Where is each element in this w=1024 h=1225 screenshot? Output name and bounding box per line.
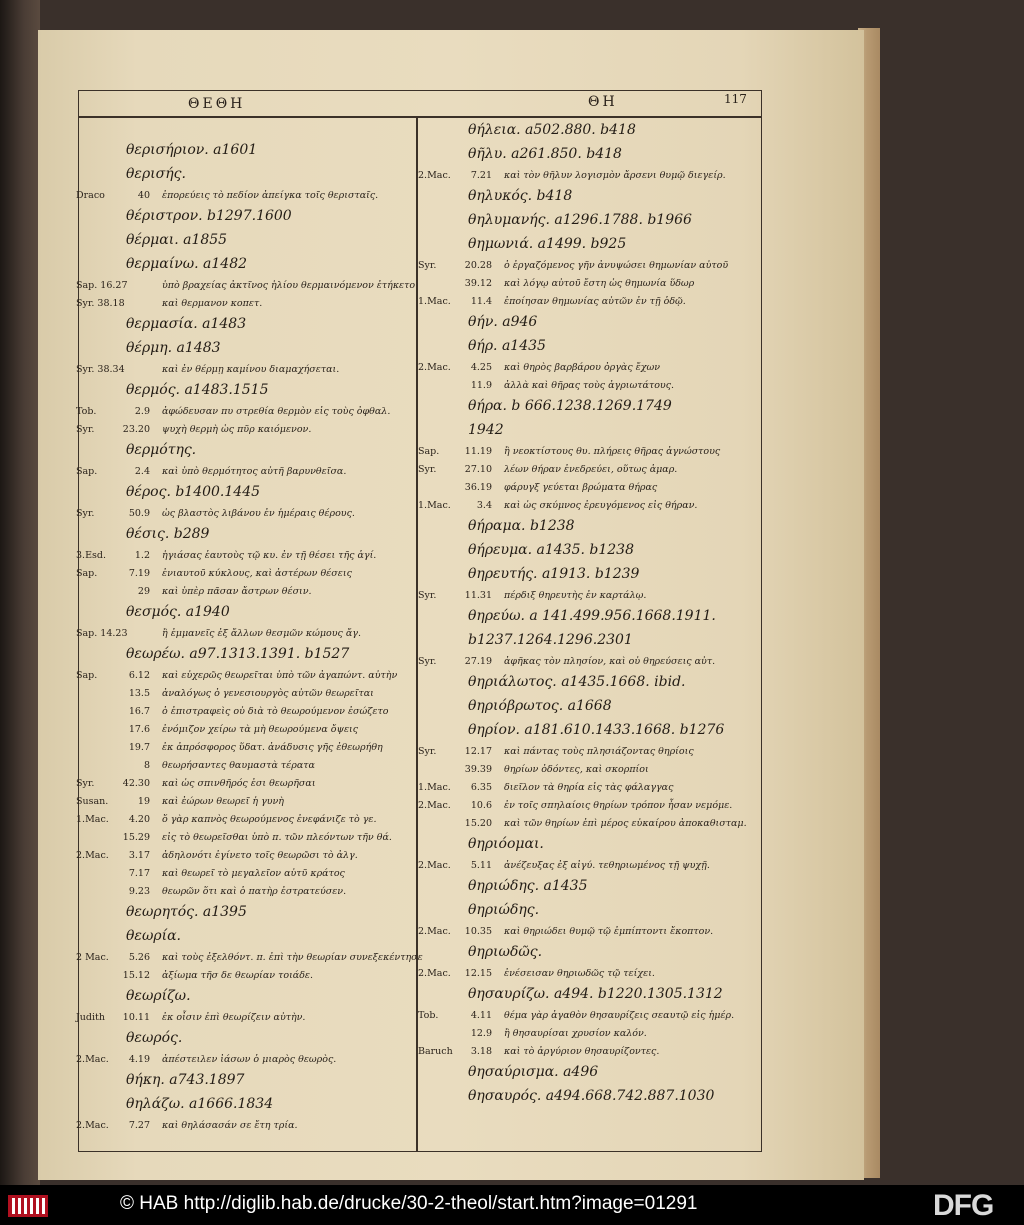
citation-verse: 29: [137, 586, 150, 597]
citation-verse: 39.39: [464, 764, 492, 775]
citation-row: [418, 968, 758, 986]
lemma-text: θημωνιά. a1499. b925: [468, 236, 627, 252]
dfg-logo: DFG: [933, 1189, 994, 1222]
citation-row: [76, 952, 423, 970]
citation-quote: καὶ τὸ ἀργύριον θησαυρίζοντες.: [504, 1046, 660, 1057]
citation-row: [418, 926, 758, 944]
citation-verse: 36.19: [464, 482, 492, 493]
citation-row: [418, 260, 758, 278]
running-head-right: ΘΗ: [588, 94, 618, 110]
citation-book: 2.Mac.: [418, 170, 451, 181]
lemma-heading: [76, 442, 412, 466]
lemma-heading: [76, 208, 412, 232]
lemma-heading: [418, 674, 758, 698]
running-head-left: ΘΕΘΗ: [188, 96, 246, 112]
citation-row: [76, 364, 412, 382]
lemma-heading: [418, 122, 758, 146]
citation-verse: 13.5: [128, 688, 150, 699]
lemma-heading: [418, 1088, 758, 1112]
citation-row: [76, 190, 412, 208]
lemma-text: θηλυμανής. a1296.1788. b1966: [468, 212, 692, 228]
lemma-text: θησαυρός. a494.668.742.887.1030: [468, 1088, 715, 1104]
citation-book: Syr.: [76, 508, 95, 519]
citation-row: [76, 868, 412, 886]
citation-row: [76, 298, 412, 316]
citation-quote: ὡς βλαστὸς λιβάνου ἐν ἡμέραις θέρους.: [162, 508, 355, 519]
citation-quote: ἐνόμιζον χείρω τὰ μὴ θεωρούμενα ὄψεις: [162, 724, 359, 735]
citation-verse: 2.9: [134, 406, 150, 417]
citation-verse: 3.17: [128, 850, 150, 861]
citation-verse: 12.9: [470, 1028, 492, 1039]
citation-verse: 7.17: [128, 868, 150, 879]
lemma-text: θεσμός. a1940: [126, 604, 230, 620]
lemma-text: θηριόομαι.: [468, 836, 544, 852]
citation-quote: ὁ ἐργαζόμενος γῆν ἀνυψώσει θημωνίαν αὐτοῦ: [504, 260, 729, 271]
lemma-text: θεωρίζω.: [126, 988, 191, 1004]
citation-verse: 5.26: [128, 952, 150, 963]
citation-quote: ἐπορεύεις τὸ πεδίον ἀπείγκα τοῖς θερισταῖς.: [162, 190, 379, 201]
citation-book: Tob.: [418, 1010, 439, 1021]
citation-verse: 15.29: [122, 832, 150, 843]
citation-verse: 3.4: [476, 500, 492, 511]
citation-book: Syr.: [76, 778, 95, 789]
lemma-heading: [418, 836, 758, 860]
citation-row: [418, 482, 758, 500]
lemma-text: θερμασία. a1483: [126, 316, 247, 332]
citation-row: [76, 628, 412, 646]
citation-row: [76, 550, 412, 568]
citation-row: [76, 724, 412, 742]
citation-verse: 5.11: [470, 860, 492, 871]
lemma-text: θερμότης.: [126, 442, 197, 458]
lemma-text: θῆλυ. a261.850. b418: [468, 146, 622, 162]
citation-book: 2.Mac.: [418, 926, 451, 937]
lemma-heading: [76, 256, 412, 280]
lemma-text: θηρίον. a181.610.1433.1668. b1276: [468, 722, 725, 738]
citation-row: [418, 464, 758, 482]
lemma-text: θηριώδης.: [468, 902, 540, 918]
citation-verse: 6.12: [128, 670, 150, 681]
lemma-text: θησαυρίζω. a494. b1220.1305.1312: [468, 986, 723, 1002]
citation-row: [76, 886, 412, 904]
lemma-text: θέρμη. a1483: [126, 340, 221, 356]
citation-row: [76, 280, 416, 298]
citation-verse: 17.6: [128, 724, 150, 735]
citation-book: 2.Mac.: [418, 362, 451, 373]
citation-quote: καὶ ἑώρων θεωρεῖ ἡ γυνὴ: [162, 796, 284, 807]
lemma-text: θήρ. a1435: [468, 338, 546, 354]
lemma-heading: [76, 382, 412, 406]
citation-quote: καὶ ὡς σκύμνος ἐρευγόμενος εἰς θήραν.: [504, 500, 698, 511]
lemma-heading: [418, 542, 758, 566]
citation-book: Syr. 38.34: [76, 364, 125, 375]
citation-book: 2.Mac.: [418, 968, 451, 979]
citation-quote: ἀπέστειλεν ἰάσων ὁ μιαρὸς θεωρὸς.: [162, 1054, 337, 1065]
lemma-text: θησαύρισμα. a496: [468, 1064, 599, 1080]
citation-book: 3.Esd.: [76, 550, 106, 561]
citation-book: Sap. 14.23: [76, 628, 128, 639]
lemma-text: θεωρητός. a1395: [126, 904, 247, 920]
citation-verse: 23.20: [122, 424, 150, 435]
citation-book: Judith: [76, 1012, 105, 1023]
citation-quote: καὶ θηλάσασάν σε ἔτη τρία.: [162, 1120, 298, 1131]
citation-quote: καὶ πάντας τοὺς πλησιάζοντας θηρίοις: [504, 746, 694, 757]
citation-quote: ἀδηλονότι ἐγίνετο τοῖς θεωρῶσι τὸ ἀλγ.: [162, 850, 358, 861]
citation-quote: ἢ θησαυρίσαι χρυσίον καλόν.: [504, 1028, 647, 1039]
citation-book: Sap.: [76, 568, 98, 579]
lemma-heading: [76, 232, 412, 256]
citation-quote: καὶ τὸν θῆλυν λογισμὸν ἄρσενι θυμῷ διεγείρ.: [504, 170, 726, 181]
lemma-heading: [418, 188, 758, 212]
citation-row: [418, 296, 758, 314]
citation-verse: 2.4: [134, 466, 150, 477]
lemma-text: θηριάλωτος. a1435.1668. ibid.: [468, 674, 686, 690]
citation-quote: καὶ ὑπὸ θερμότητος αὐτῆ βαρυνθεῖσα.: [162, 466, 347, 477]
citation-book: 1.Mac.: [76, 814, 109, 825]
lemma-heading: [418, 398, 758, 422]
lemma-text: θέρος. b1400.1445: [126, 484, 261, 500]
citation-quote: καὶ ὑπὲρ πᾶσαν ἄστρων θέσιν.: [162, 586, 312, 597]
citation-quote: πέρδιξ θηρευτὴς ἐν καρτάλῳ.: [504, 590, 647, 601]
lemma-heading: [418, 722, 758, 746]
citation-row: [418, 656, 758, 674]
lemma-text: θεωρία.: [126, 928, 181, 944]
citation-quote: ἐκ οἶσιν ἐπὶ θεωρίζειν αὐτὴν.: [162, 1012, 306, 1023]
lemma-text: θεωρός.: [126, 1030, 183, 1046]
citation-quote: θηρίων ὀδόντες, καὶ σκορπίοι: [504, 764, 649, 775]
citation-quote: φάρυγξ γεύεται βρώματα θήρας: [504, 482, 658, 493]
citation-verse: 4.25: [470, 362, 492, 373]
lemma-text: θερισής.: [126, 166, 186, 182]
citation-verse: 40: [137, 190, 150, 201]
lemma-heading: [76, 1096, 412, 1120]
citation-quote: ἀφώδευσαν πυ στρεθία θερμὸν εἰς τοὺς ὀφθαλ.: [162, 406, 391, 417]
citation-quote: ἡγιάσας ἑαυτοὺς τῷ κυ. ἐν τῇ θέσει τῆς ἁγί.: [162, 550, 377, 561]
citation-verse: 11.19: [464, 446, 492, 457]
lemma-heading: [418, 566, 758, 590]
lemma-text: θηριώδης. a1435: [468, 878, 588, 894]
book-page: [38, 30, 864, 1180]
citation-quote: ἢ ἐμμανεῖς ἐξ ἄλλων θεσμῶν κώμους ἄγ.: [162, 628, 361, 639]
citation-book: Susan.: [76, 796, 109, 807]
citation-row: [418, 818, 758, 836]
lemma-heading: [76, 142, 412, 166]
citation-quote: καὶ θηριώδει θυμῷ τῷ ἐμπίπτοντι ἔκοπτον.: [504, 926, 714, 937]
lemma-text: θηρεύω. a 141.499.956.1668.1911.: [468, 608, 716, 624]
citation-row: [418, 170, 758, 188]
citation-quote: διεῖλον τὰ θηρία εἰς τὰς φάλαγγας: [504, 782, 674, 793]
citation-row: [76, 586, 412, 604]
citation-row: [418, 278, 758, 296]
lemma-text: θηριόβρωτος. a1668: [468, 698, 612, 714]
lemma-heading: [76, 340, 412, 364]
citation-verse: 16.7: [128, 706, 150, 717]
citation-quote: ἐκ ἀπρόσφορος ὕδατ. ἀνάδυσις γῆς ἐθεωρήθη: [162, 742, 383, 753]
citation-book: 1.Mac.: [418, 296, 451, 307]
lemma-heading: [418, 212, 758, 236]
lemma-heading: [418, 902, 758, 926]
citation-row: [76, 778, 412, 796]
citation-quote: ἀναλόγως ὁ γενεσιουργὸς αὐτῶν θεωρεῖται: [162, 688, 374, 699]
citation-quote: ὁ ἐπιστραφεὶς οὐ διὰ τὸ θεωρούμενον ἐσώζετο: [162, 706, 389, 717]
citation-quote: ἐν τοῖς σπηλαίοις θηρίων τρόπον ἦσαν νεμόμε.: [504, 800, 733, 811]
lemma-heading: [418, 632, 758, 656]
citation-quote: ὅ γὰρ καπνὸς θεωρούμενος ἐνεφάνιζε τὸ γε.: [162, 814, 377, 825]
lemma-text: 1942: [468, 422, 504, 438]
citation-verse: 27.19: [464, 656, 492, 667]
citation-book: Syr.: [418, 656, 437, 667]
citation-book: Syr.: [76, 424, 95, 435]
lemma-heading: [418, 518, 758, 542]
citation-verse: 12.15: [464, 968, 492, 979]
citation-book: 2.Mac.: [76, 850, 109, 861]
citation-quote: καὶ ὡς σπινθῆρός ἐσι θεωρῆσαι: [162, 778, 316, 789]
lemma-heading: [76, 526, 412, 550]
lemma-heading: [76, 316, 412, 340]
citation-verse: 4.20: [128, 814, 150, 825]
citation-verse: 20.28: [464, 260, 492, 271]
lemma-heading: [76, 604, 412, 628]
citation-book: Syr. 38.18: [76, 298, 125, 309]
citation-row: [76, 796, 412, 814]
citation-verse: 11.9: [470, 380, 492, 391]
citation-book: 2.Mac.: [76, 1054, 109, 1065]
lemma-text: θέσις. b289: [126, 526, 210, 542]
citation-quote: ἀξίωμα τῆσ δε θεωρίαν τοιάδε.: [162, 970, 314, 981]
citation-row: [418, 860, 758, 878]
lemma-text: θήν. a946: [468, 314, 538, 330]
citation-row: [76, 832, 412, 850]
copyright-link[interactable]: © HAB http://diglib.hab.de/drucke/30-2-theol/start.htm?image=01291: [120, 1193, 698, 1214]
lemma-text: θηλυκός. b418: [468, 188, 573, 204]
right-column: [418, 122, 758, 1112]
citation-verse: 50.9: [128, 508, 150, 519]
citation-row: [418, 380, 758, 398]
lemma-text: θηλάζω. a1666.1834: [126, 1096, 274, 1112]
citation-quote: ἐνέσεισαν θηριωδῶς τῷ τείχει.: [504, 968, 655, 979]
citation-book: Syr.: [418, 590, 437, 601]
lemma-heading: [418, 986, 758, 1010]
citation-verse: 12.17: [464, 746, 492, 757]
lemma-heading: [76, 988, 412, 1012]
citation-book: Syr.: [418, 746, 437, 757]
citation-verse: 11.4: [470, 296, 492, 307]
citation-quote: λέων θήραν ἐνεδρεύει, οὕτως ἁμαρ.: [504, 464, 678, 475]
lemma-text: θερμαίνω. a1482: [126, 256, 248, 272]
citation-verse: 4.19: [128, 1054, 150, 1065]
book-gutter-shadow: [0, 0, 40, 1185]
citation-quote: ὑπὸ βραχείας ἀκτῖνος ἡλίου θερμαινόμενον ἐτήκετο: [162, 280, 416, 291]
citation-quote: καὶ ἐν θέρμῃ καμίνου διαμαχήσεται.: [162, 364, 340, 375]
citation-row: [418, 500, 758, 518]
citation-quote: ἀφῆκας τὸν πλησίον, καὶ οὐ θηρεύσεις αὐτ.: [504, 656, 716, 667]
citation-book: 2.Mac.: [418, 800, 451, 811]
hab-logo-icon: [8, 1195, 48, 1217]
citation-verse: 39.12: [464, 278, 492, 289]
citation-book: 1.Mac.: [418, 782, 451, 793]
header-rule: [78, 116, 762, 118]
citation-quote: καὶ εὐχερῶς θεωρεῖται ὑπὸ τῶν ἀγαπώντ. αὐτὴν: [162, 670, 398, 681]
citation-row: [76, 814, 412, 832]
citation-verse: 7.27: [128, 1120, 150, 1131]
citation-verse: 6.35: [470, 782, 492, 793]
citation-book: 2.Mac.: [418, 860, 451, 871]
citation-quote: καὶ λόγῳ αὐτοῦ ἔστη ὡς θημωνία ὕδωρ: [504, 278, 695, 289]
lemma-heading: [76, 166, 412, 190]
citation-quote: καὶ τοὺς ἐξελθόντ. π. ἐπὶ τὴν θεωρίαν συνεξεκέντησε: [162, 952, 423, 963]
citation-verse: 4.11: [470, 1010, 492, 1021]
lemma-heading: [418, 314, 758, 338]
citation-row: [418, 362, 758, 380]
citation-book: Sap.: [418, 446, 440, 457]
lemma-text: θηρευτής. a1913. b1239: [468, 566, 640, 582]
citation-row: [76, 970, 412, 988]
citation-book: 2 Mac.: [76, 952, 109, 963]
citation-row: [418, 590, 758, 608]
lemma-text: θέριστρον. b1297.1600: [126, 208, 292, 224]
lemma-heading: [418, 1064, 758, 1088]
citation-quote: καὶ θεωρεῖ τὸ μεγαλεῖον αὐτῦ κράτος: [162, 868, 345, 879]
citation-verse: 19: [137, 796, 150, 807]
citation-row: [76, 760, 412, 778]
lemma-heading: [76, 484, 412, 508]
citation-row: [418, 446, 758, 464]
citation-row: [76, 424, 412, 442]
citation-quote: ἢ νεοκτίστους θυ. πλήρεις θῆρας ἀγνώστους: [504, 446, 721, 457]
lemma-text: θήλεια. a502.880. b418: [468, 122, 636, 138]
citation-row: [76, 1054, 412, 1072]
citation-quote: θεωρῶν ὅτι καὶ ὁ πατὴρ ἐστρατεύσεν.: [162, 886, 347, 897]
citation-book: 1.Mac.: [418, 500, 451, 511]
citation-row: [76, 406, 412, 424]
citation-row: [76, 850, 412, 868]
citation-row: [418, 782, 758, 800]
citation-quote: εἰς τὸ θεωρεῖσθαι ὑπὸ π. τῶν πλεόντων τῆν θά.: [162, 832, 392, 843]
citation-row: [76, 742, 412, 760]
lemma-heading: [418, 422, 758, 446]
lemma-heading: [76, 1030, 412, 1054]
citation-row: [418, 746, 758, 764]
lemma-text: θήκη. a743.1897: [126, 1072, 245, 1088]
citation-verse: 7.21: [470, 170, 492, 181]
citation-book: Syr.: [418, 464, 437, 475]
citation-row: [76, 1120, 412, 1138]
citation-verse: 3.18: [470, 1046, 492, 1057]
citation-verse: 1.2: [134, 550, 150, 561]
citation-quote: θέμα γὰρ ἀγαθὸν θησαυρίζεις σεαυτῷ εἰς ἡμέρ.: [504, 1010, 735, 1021]
citation-quote: ἀνέζευξας ἐξ αἰγύ. τεθηριωμένος τῇ ψυχῇ.: [504, 860, 710, 871]
citation-verse: 9.23: [128, 886, 150, 897]
lemma-text: θήραμα. b1238: [468, 518, 575, 534]
citation-verse: 10.6: [470, 800, 492, 811]
citation-quote: καὶ θερμανον κοπετ.: [162, 298, 263, 309]
citation-book: Syr.: [418, 260, 437, 271]
citation-verse: 15.12: [122, 970, 150, 981]
citation-quote: ἐνιαυτοῦ κύκλους, καὶ ἀστέρων θέσεις: [162, 568, 352, 579]
citation-verse: 15.20: [464, 818, 492, 829]
citation-quote: καὶ τῶν θηρίων ἐπὶ μέρος εὐκαίρου ἀποκαθισταμ.: [504, 818, 747, 829]
lemma-heading: [418, 698, 758, 722]
citation-row: [76, 568, 412, 586]
lemma-text: θερισήριον. a1601: [126, 142, 258, 158]
lemma-text: θήρευμα. a1435. b1238: [468, 542, 634, 558]
citation-book: Tob.: [76, 406, 97, 417]
citation-book: 2.Mac.: [76, 1120, 109, 1131]
citation-quote: θεωρήσαντες θαυμαστὰ τέρατα: [162, 760, 315, 771]
lemma-heading: [418, 236, 758, 260]
citation-book: Sap.: [76, 670, 98, 681]
citation-row: [418, 1010, 758, 1028]
citation-quote: ἀλλὰ καὶ θῆρας τοὺς ἀγριωτάτους.: [504, 380, 675, 391]
citation-book: Baruch: [418, 1046, 453, 1057]
lemma-heading: [76, 928, 412, 952]
citation-book: Sap.: [76, 466, 98, 477]
lemma-heading: [418, 146, 758, 170]
citation-row: [76, 706, 412, 724]
citation-verse: 42.30: [122, 778, 150, 789]
left-column: [76, 142, 423, 1138]
page-number: 117: [724, 92, 747, 106]
lemma-text: θεωρέω. a97.1313.1391. b1527: [126, 646, 350, 662]
citation-verse: 10.11: [122, 1012, 150, 1023]
citation-row: [76, 466, 412, 484]
citation-row: [76, 508, 412, 526]
citation-verse: 27.10: [464, 464, 492, 475]
citation-row: [418, 800, 758, 818]
lemma-heading: [76, 1072, 412, 1096]
lemma-text: θήρα. b 666.1238.1269.1749: [468, 398, 672, 414]
lemma-text: θερμός. a1483.1515: [126, 382, 269, 398]
citation-row: [418, 1028, 758, 1046]
lemma-heading: [76, 904, 412, 928]
lemma-heading: [418, 338, 758, 362]
citation-row: [418, 764, 758, 782]
citation-verse: 11.31: [464, 590, 492, 601]
citation-row: [76, 670, 412, 688]
citation-quote: καὶ θηρὸς βαρβάρου ὀργὰς ἔχων: [504, 362, 661, 373]
citation-quote: ἐποίησαν θημωνίας αὐτῶν ἐν τῇ ὁδῷ.: [504, 296, 686, 307]
citation-verse: 7.19: [128, 568, 150, 579]
citation-row: [76, 1012, 412, 1030]
citation-row: [418, 1046, 758, 1064]
lemma-heading: [418, 608, 758, 632]
citation-verse: 19.7: [128, 742, 150, 753]
citation-row: [76, 688, 412, 706]
lemma-text: θηριωδῶς.: [468, 944, 543, 960]
citation-book: Draco: [76, 190, 105, 201]
lemma-text: b1237.1264.1296.2301: [468, 632, 633, 648]
citation-quote: ψυχὴ θερμὴ ὡς πῦρ καιόμενον.: [162, 424, 312, 435]
citation-book: Sap. 16.27: [76, 280, 128, 291]
citation-verse: 10.35: [464, 926, 492, 937]
citation-verse: 8: [143, 760, 150, 771]
lemma-heading: [418, 878, 758, 902]
lemma-heading: [418, 944, 758, 968]
lemma-heading: [76, 646, 412, 670]
lemma-text: θέρμαι. a1855: [126, 232, 228, 248]
